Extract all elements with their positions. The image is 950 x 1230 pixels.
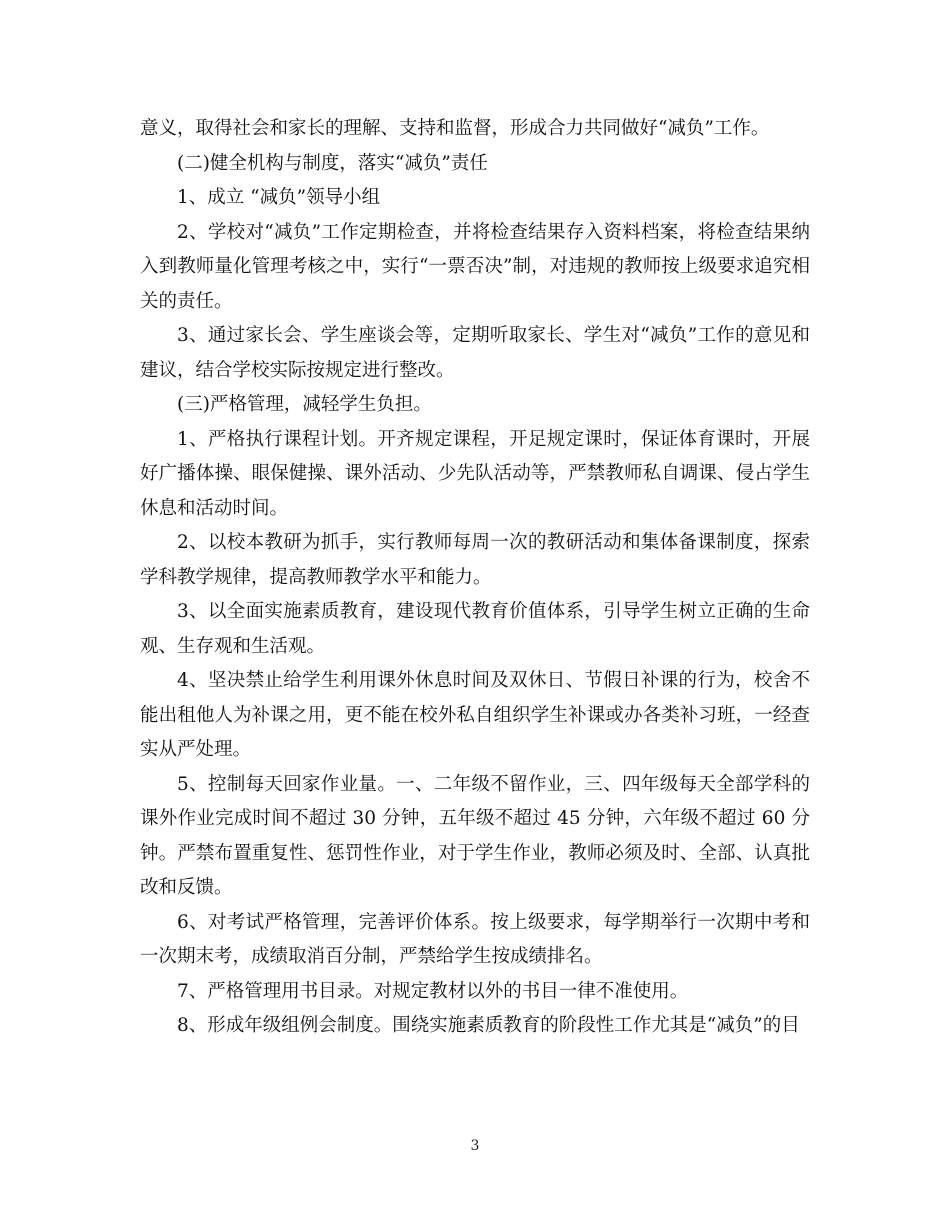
paragraph-3-4: 4、坚决禁止给学生利用课外休息时间及双休日、节假日补课的行为，校舍不能出租他人为补课之用，更不能在校外私自组织学生补课或办各类补习班，一经查实从严处理。 bbox=[140, 670, 810, 760]
section-heading-3: (三)严格管理，减轻学生负担。 bbox=[177, 394, 432, 415]
page-number: 3 bbox=[470, 1138, 480, 1154]
paragraph-3-7: 7、严格管理用书目录。对规定教材以外的书目一律不准使用。 bbox=[177, 980, 689, 1002]
paragraph-continuation: 意义，取得社会和家长的理解、支持和监督，形成合力共同做好“减负”工作。 bbox=[140, 118, 770, 139]
paragraph-3-6: 6、对考试严格管理，完善评价体系。按上级要求，每学期举行一次期中考和一次期末考，成绩取消百分制，严禁给学生按成绩排名。 bbox=[140, 911, 810, 967]
paragraph-3-5: 5、控制每天回家作业量。一、二年级不留作业，三、四年级每天全部学科的课外作业完成时间不超过 30 分钟，五年级不超过 45 分钟，六年级不超过 60 分钟。严禁布置重复性、惩罚性作业，对于学生作业，教师必须及时、全部、认真批改和反馈。 bbox=[140, 773, 810, 898]
paragraph-2-2: 2、学校对“减负”工作定期检查，并将检查结果存入资料档案，将检查结果纳入到教师量化管理考核之中，实行“一票否决”制，对违规的教师按上级要求追究相关的责任。 bbox=[140, 221, 810, 312]
paragraph-3-3: 3、以全面实施素质教育，建设现代教育价值体系，引导学生树立正确的生命观、生存观和生活观。 bbox=[140, 601, 810, 657]
paragraph-3-1: 1、严格执行课程计划。开齐规定课程，开足规定课时，保证体育课时，开展好广播体操、眼保健操、课外活动、少先队活动等，严禁教师私自调课、侵占学生休息和活动时间。 bbox=[140, 428, 810, 519]
section-heading-2: (二)健全机构与制度，落实“减负”责任 bbox=[177, 152, 488, 174]
paragraph-2-3: 3、通过家长会、学生座谈会等，定期听取家长、学生对“减负”工作的意见和建议，结合学校实际按规定进行整改。 bbox=[140, 325, 810, 381]
paragraph-3-2: 2、以校本教研为抓手，实行教师每周一次的教研活动和集体备课制度，探索学科教学规律，提高教师教学水平和能力。 bbox=[140, 532, 810, 588]
paragraph-3-8: 8、形成年级组例会制度。围绕实施素质教育的阶段性工作尤其是“减负”的目 bbox=[177, 1015, 800, 1036]
paragraph-2-1: 1、成立 “减负”领导小组 bbox=[177, 187, 381, 208]
document-body bbox=[140, 112, 810, 1044]
